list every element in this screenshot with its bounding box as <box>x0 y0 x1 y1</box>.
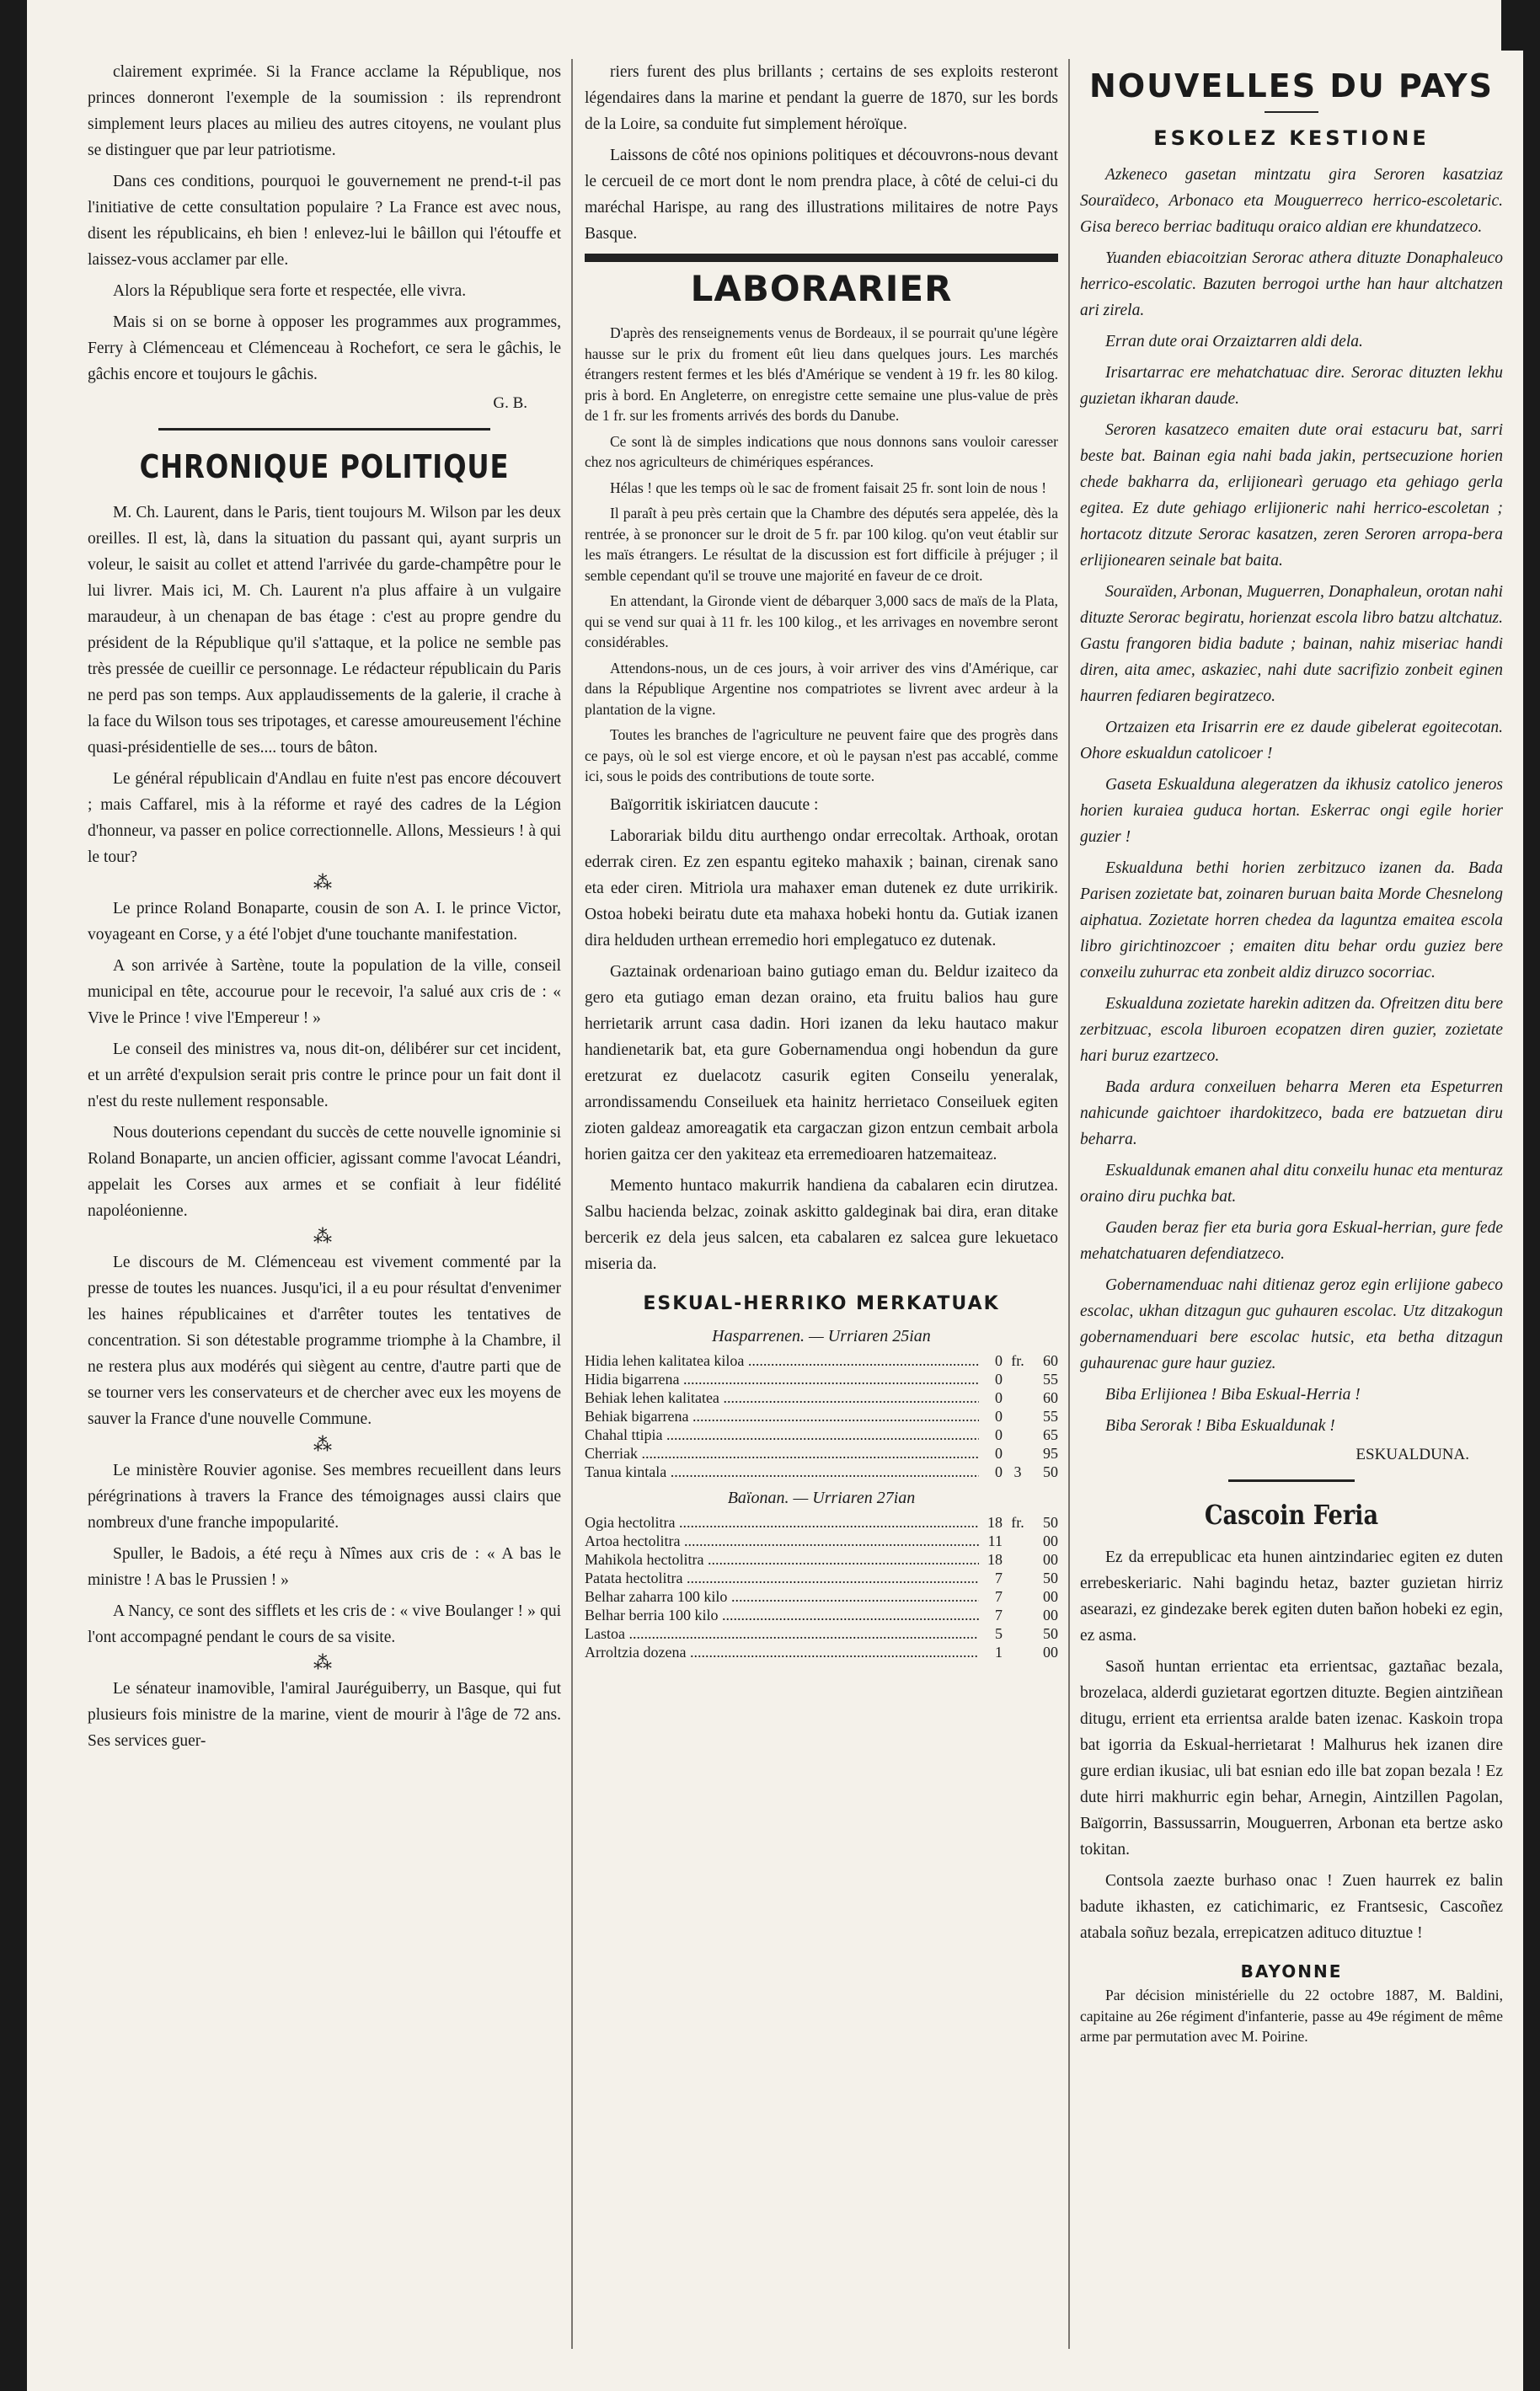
separator-stars: ⁂ <box>313 1226 335 1247</box>
hasparren-label: Hasparrenen. — Urriaren 25ian <box>712 1326 931 1345</box>
cascoin-body <box>1080 1544 1503 1946</box>
price-v2: 50 <box>1043 1513 1058 1531</box>
price-row <box>585 1550 1058 1569</box>
column-rule <box>1068 59 1070 2349</box>
paragraph: riers furent des plus brillants ; certains de ses exploits resteront légendaires dans la marine et pendant la guerre de 1870, sur les bords de la Loire, sa conduite fut simplement héroïque. <box>585 63 1058 133</box>
cascoin-title: Cascoin Feria <box>1204 1499 1379 1531</box>
eskolez-body <box>1080 162 1503 1439</box>
paragraph: Nous douterions cependant du succès de cette nouvelle ignominie si Roland Bonaparte, un ancien officier, agissant comme l'avocat Léandri, appelait les Corses aux armes et se confiait à leur fidélité napoléonienne. <box>88 1124 561 1220</box>
paragraph: M. Ch. Laurent, dans le Paris, tient toujours M. Wilson par les deux oreilles. Il est, là, dans la situation du passant qui, ayant surpris un voleur, le saisit au collet et attend l'arrivée du garde-champêtre pour le lui livrer. Mais ici, M. Ch. Laurent n'a plus affaire à un vulgaire maraudeur, à un chenapan de bas étage : c'est au propre gendre du président de la République qu'il s'attaque, et la police ne semble pas très pressée de cueillir ce personnage. Le rédacteur républicain du Paris ne perd pas son temps. Aux applaudissements de la galerie, il crache à la face du Wilson tous ses tripotages, et caresse amoureusement l'échine quasi-présidentielle de ses.... tours de bâton. <box>88 504 561 757</box>
baionan-price-list <box>585 1513 1058 1661</box>
price-v1: 7 <box>995 1587 1003 1605</box>
paragraph: Hélas ! que les temps où le sac de froment faisait 25 fr. sont loin de nous ! <box>610 479 1047 496</box>
paragraph: D'après des renseignements venus de Bordeaux, il se pourrait qu'une légère hausse sur le prix du froment eût lieu dans quelques jours. Les marchés étrangers restent fermes et les blés d'Amérique se vendent à 19 fr. les 80 kilog. pris à bord. En Angleterre, on enregistre cette semaine une plus-value de près de 1 fr. sur les froments arrivés des bords du Danube. <box>585 324 1058 424</box>
merkatuak-title: ESKUAL-HERRIKO MERKATUAK <box>643 1292 1000 1314</box>
column-right <box>1080 59 1503 2349</box>
price-item: Belhar zaharra 100 kilo ..... <box>585 1587 979 1606</box>
price-v2: 55 <box>1043 1370 1058 1388</box>
price-v1: 0 <box>995 1370 1003 1388</box>
paragraph: Sasoň huntan errientac eta errientsac, gaztañac bezala, brozelaca, alderdi guzietarat egortzen dituzte. Begien aintziñean ditugu, errient eta errientsa aralde baten izenac. Kaskoin tropa bat igorria da Eskual-herrietarat ! Malhurus hek izanen dire gure erdian ikusiac, uli bat esnian edo ille bat zopan bezala ! Ez dute hirri makhurric egin behar, Arnegin, Aintzillen Pagolan, Baïgorrin, Bassussarrin, Mouguerren, Arbonan eta bertze asko tokitan. <box>1080 1658 1503 1859</box>
paragraph: Gaztainak ordenarioan baino gutiago eman du. Beldur izaiteco da gero eta gutiago eman dezan oraino, eta fruitu balios hau gure herrietarik arrunt casa dadin. Hori izanen da leku hautaco makur handienetarik bat, eta gure Gobernamendua ongi hobendun da gure eretzurat ez duelacotz casurik egiten Conseilu yeneralak, arrondissamendu Conseiluek eta hainitz herrietaco Conseiluek egiten zioten galdeaz amoreagatik eta cargaczan gizon entzun cembait arbola horien gaitza cer den yakiteaz eta erremedioaren hatzemaiteaz. <box>585 962 1058 1163</box>
price-v2: 60 <box>1043 1351 1058 1369</box>
paragraph: Contsola zaezte burhaso onac ! Zuen haurrek ez balin badute ikhasten, ez catichimaric, ez Frantsesic, Cascoñez atabala soñuz bezala, errepicatzen adituco dituztue ! <box>1080 1872 1503 1942</box>
price-row <box>585 1388 1058 1407</box>
paragraph: Le ministère Rouvier agonise. Ses membres recueillent dans leurs pérégrinations à travers la France des témoignages aussi clairs que nombreux d'une franche impopularité. <box>88 1462 561 1532</box>
laborarier-title: LABORARIER <box>690 268 953 309</box>
paragraph: Le prince Roland Bonaparte, cousin de son A. I. le prince Victor, voyageant en Corse, y a été l'objet d'une touchante manifestation. <box>88 900 561 944</box>
price-v2: 00 <box>1043 1643 1058 1661</box>
paragraph: Eskualduna zozietate harekin aditzen da. Ofreitzen ditu bere zerbitzuac, escola liburoen ecopatzen diren guzier, zozietate hari buruz ezartzeco. <box>1080 995 1503 1065</box>
section-divider <box>1228 1479 1356 1482</box>
price-v1: 0 <box>995 1388 1003 1406</box>
price-row <box>585 1569 1058 1587</box>
paragraph: Gobernamenduac nahi ditienaz geroz egin erlijione gabeco escolac, ukhan ditzagun guc guhauren escolac. Utz ditzakogun gobernamenduari bere escolac hutsic, eta betha ditzagun guhaurenac gure haur guziez. <box>1080 1276 1503 1372</box>
chronique-title: CHRONIQUE POLITIQUE <box>139 448 510 485</box>
paragraph: Eskualduna bethi horien zerbitzuco izanen da. Bada Parisen zozietate bat, zoinaren buruan baita Morde Chesnelong aiphatua. Zozietate horren chedea da laguntza emaitea escola libro girichtinozcoer ; emaiten ditu behar ordu guziez bere conxeilu zuhurrac eta zonbeit aldiz diruzco socorriac. <box>1080 859 1503 982</box>
paragraph: Eskualdunak emanen ahal ditu conxeilu hunac eta menturaz oraino diru puchka bat. <box>1080 1162 1503 1206</box>
price-v1: 18 <box>987 1550 1003 1568</box>
price-v2: 00 <box>1043 1532 1058 1549</box>
price-v1: 18 <box>987 1513 1003 1531</box>
price-v1: 0 <box>995 1351 1003 1369</box>
column-left <box>88 59 561 2349</box>
price-v2: 65 <box>1043 1426 1058 1443</box>
paragraph: Attendons-nous, un de ces jours, à voir arriver des vins d'Amérique, car dans la République Argentine nos compatriotes se livrent avec ardeur à la plantation de la vigne. <box>585 659 1058 718</box>
laborarier-body <box>585 323 1058 787</box>
paragraph: clairement exprimée. Si la France acclame la République, nos princes donneront l'exemple de la soumission : ils reprendront simplement leurs places au milieu des autres citoyens, ne voulant plus se distinguer que par leur patriotisme. <box>88 63 561 159</box>
price-v1: 11 <box>987 1532 1003 1549</box>
price-row <box>585 1513 1058 1532</box>
price-v2: 50 <box>1043 1569 1058 1586</box>
paragraph: Baïgorritik iskiriatcen daucute : <box>610 795 819 814</box>
paragraph: Souraïden, Arbonan, Muguerren, Donaphaleun, orotan nahi dituzte Serorac begiratu, horienzat escola libro batzu altchatuz. Gastu frangoren bidia badute ; bainan, nahiz miseriac handi diren, aita amec, askaziec, nahi dute sacrifizio zonbeit eginen haurren fediaren begiratzeco. <box>1080 583 1503 705</box>
price-row <box>585 1407 1058 1426</box>
price-v2: 00 <box>1043 1606 1058 1623</box>
price-v1: 0 <box>995 1407 1003 1425</box>
price-unit: 3 <box>1013 1463 1022 1480</box>
paragraph: Il paraît à peu près certain que la Chambre des députés sera appelée, dès la rentrée, à se prononcer sur le droit de 5 fr. par 100 kilog. qu'on veut établir sur les maïs étrangers. Le résultat de la discussion est fort difficile à préjuger ; il semble cependant qu'il se trouve une majorité en faveur de ce droit. <box>585 505 1058 584</box>
price-unit: fr. <box>1011 1513 1024 1531</box>
paragraph: Le discours de M. Clémenceau est vivement commenté par la presse de toutes les nuances. Jusqu'ici, il a eu pour résultat d'envenimer les haines républicaines et d'arrêter toutes les tentatives de concentration. Si son détestable programme triomphe à la Chambre, il ne restera plus aux modérés qui siègent au centre, d'autre parti que de se tourner vers les conservateurs et de chercher avec eux les moyens de sauver la France d'une nouvelle Commune. <box>88 1254 561 1428</box>
separator-stars: ⁂ <box>313 1652 335 1673</box>
price-item: Behiak lehen kalitatea ..... <box>585 1388 979 1407</box>
price-row <box>585 1444 1058 1463</box>
price-row <box>585 1606 1058 1624</box>
paragraph: Biba Erlijionea ! Biba Eskual-Herria ! <box>1105 1386 1361 1404</box>
paragraph: Dans ces conditions, pourquoi le gouvernement ne prend-t-il pas l'initiative de cette consultation populaire ? La France est avec nous, disent les républicains, eh bien ! enlevez-lui le bâillon qui l'étouffe et laissez-vous acclamer par elle. <box>88 173 561 269</box>
paragraph: Erran dute orai Orzaiztarren aldi dela. <box>1105 333 1363 350</box>
price-item: Patata hectolitra ..... <box>585 1569 979 1587</box>
paragraph: Memento huntaco makurrik handiena da cabalaren ecin dirutzea. Salbu hacienda belzac, zoinak askitto galdeginak bai dira, eran ditake bercerik ez dela jeus salcen, eta cabalaren ez salcea gure lekuetaco miseria da. <box>585 1176 1058 1273</box>
price-v2: 55 <box>1043 1407 1058 1425</box>
bayonne-notice: Par décision ministérielle du 22 octobre 1887, M. Baldini, capitaine au 26e régiment d'infanterie, passe au 49e régiment de même arme par permutation avec M. Poirine. <box>1080 1987 1503 2045</box>
price-row <box>585 1351 1058 1370</box>
price-unit <box>1003 1370 1033 1388</box>
price-unit <box>1003 1444 1033 1463</box>
paragraph: Yuanden ebiacoitzian Serorac athera dituzte Donaphaleuco herrico-escolatic. Bazuten berrogoi urthe han haur altchatzen ari zirela. <box>1080 249 1503 319</box>
scan-edge <box>1501 0 1523 51</box>
paragraph: Irisartarrac ere mehatchatuac dire. Serorac dituzten lekhu guzietan ikharan daude. <box>1080 364 1503 408</box>
price-item: Mahikola hectolitra ..... <box>585 1550 979 1569</box>
paragraph: A Nancy, ce sont des sifflets et les cris de : « vive Boulanger ! » qui l'ont accompagné pendant le cours de sa visite. <box>88 1602 561 1646</box>
paragraph: Laissons de côté nos opinions politiques et découvrons-nous devant le cercueil de ce mort dont le nom prendra place, à côté de celui-ci du maréchal Harispe, au rang des illustrations militaires de notre Pays Basque. <box>585 147 1058 243</box>
price-row <box>585 1370 1058 1388</box>
price-item: Behiak bigarrena ..... <box>585 1407 979 1426</box>
article-continuation <box>585 59 1058 247</box>
price-v2: 00 <box>1043 1550 1058 1568</box>
chronique-body <box>88 500 561 1754</box>
price-unit <box>1003 1569 1033 1587</box>
paragraph: Bada ardura conxeiluen beharra Meren eta Espeturren nahicunde gaichtoer ihardokitzeco, bada ere batzuetan diru beharra. <box>1080 1078 1503 1148</box>
paragraph: Ez da errepublicac eta hunen aintzindariec egiten ez duten errebeskeriaric. Nahi bagindu hetaz, bazter guzietan hirriz asearazi, ez gindezake berek egiten duten baňon hobeki ez egin, ez asma. <box>1080 1549 1503 1645</box>
price-item: Cherriak ..... <box>585 1444 979 1463</box>
price-item: Ogia hectolitra ..... <box>585 1513 979 1532</box>
paragraph: En attendant, la Gironde vient de débarquer 3,000 sacs de maïs de la Plata, qui se vend sur quai à 11 fr. les 100 kilog., et les arrivages en novembre seront considérables. <box>585 592 1058 650</box>
price-item: Hidia bigarrena ..... <box>585 1370 979 1388</box>
price-row <box>585 1643 1058 1661</box>
price-unit <box>1003 1606 1033 1624</box>
section-divider <box>585 254 1058 262</box>
column-middle <box>585 59 1058 2349</box>
column-rule <box>571 59 573 2349</box>
price-item: Hidia lehen kalitatea kiloa ..... <box>585 1351 979 1370</box>
price-item: Belhar berria 100 kilo ..... <box>585 1606 979 1624</box>
price-unit <box>1003 1532 1033 1550</box>
nouvelles-title: NOUVELLES DU PAYS <box>1089 67 1494 104</box>
price-item: Lastoa ..... <box>585 1624 979 1643</box>
paragraph: Toutes les branches de l'agriculture ne peuvent faire que des progrès dans ce pays, où le sol est vierge encore, et où le paysan n'est pas accablé, comme ici, sous le poids des contributions de toute sorte. <box>585 726 1058 784</box>
price-v1: 0 <box>995 1463 1003 1480</box>
price-unit <box>1003 1643 1033 1661</box>
paragraph: Gaseta Eskualduna alegeratzen da ikhusiz catolico jeneros horien kuraiea guduca hortan. Eskerrac ongi egile horier guzier ! <box>1080 776 1503 846</box>
paragraph: Biba Serorak ! Biba Eskualdunak ! <box>1105 1417 1335 1435</box>
paragraph: Laborariak bildu ditu aurthengo ondar errecoltak. Arthoak, orotan ederrak ciren. Ez zen espantu egiteko mahaxik ; bainan, cirenak sano eta eder ciren. Mitriola ura mahaxer eman dutenek ez dute urrikirik. Ostoa hobeki beiratu dute eta mahaxa hobeki hontu da. Gutiak izanen dira helduden urthean erremedio hori emplegatuco ez dutenak. <box>585 826 1058 949</box>
price-unit <box>1003 1587 1033 1606</box>
price-v1: 5 <box>995 1624 1003 1642</box>
price-unit: fr. <box>1011 1351 1024 1369</box>
paragraph: Alors la République sera forte et respectée, elle vivra. <box>113 282 467 300</box>
title-underline <box>1265 111 1318 113</box>
paragraph: Gauden beraz fier eta buria gora Eskual-herrian, gure fede mehatchatuaren defendiatzeco. <box>1080 1219 1503 1263</box>
hasparren-price-list <box>585 1351 1058 1481</box>
newspaper-page <box>27 0 1523 2391</box>
paragraph: Seroren kasatzeco emaiten dute orai estacuru bat, sarri beste bat. Bainan egia nahi bada jakin, pertsecuzione horien chede bakharra da, erlijionearì geruago eta gehiago gerla egitea. Ez dute gehiago erlijioneric nahi herrico-escoletan ; hortacotz ditzute Serorac kasatzen, zeren Seroren arropa-bera erlijionearen seinale bat baita. <box>1080 421 1503 570</box>
price-unit <box>1003 1407 1033 1426</box>
paragraph: Le conseil des ministres va, nous dit-on, délibérer sur cet incident, et un arrêté d'expulsion serait pris contre le prince pour un fait dont il n'est du reste nullement responsable. <box>88 1040 561 1110</box>
price-unit <box>1003 1624 1033 1643</box>
paragraph: Mais si on se borne à opposer les programmes aux programmes, Ferry à Clémenceau et Clémenceau à Rochefort, ce sera le gâchis, le gâchis encore et toujours le gâchis. <box>88 313 561 383</box>
price-unit <box>1003 1550 1033 1569</box>
price-v2: 50 <box>1043 1463 1058 1480</box>
price-v1: 0 <box>995 1444 1003 1462</box>
paragraph: Le général républicain d'Andlau en fuite n'est pas encore découvert ; mais Caffarel, mis à la réforme et rayé des cadres de la Légion d'honneur, va passer en police correctionnelle. Allons, Messieurs ! à qui le tour? <box>88 770 561 866</box>
price-v1: 7 <box>995 1606 1003 1623</box>
price-v2: 50 <box>1043 1624 1058 1642</box>
price-v2: 95 <box>1043 1444 1058 1462</box>
price-row <box>585 1587 1058 1606</box>
price-v2: 00 <box>1043 1587 1058 1605</box>
price-item: Arroltzia dozena ..... <box>585 1643 979 1661</box>
paragraph: Azkeneco gasetan mintzatu gira Seroren kasatziaz Souraïdeco, Arbonaco eta Mouguerreco herrico-escoletaric. Gisa bereco berriac badituqu oraico aldian ere khundatzeco. <box>1080 166 1503 236</box>
paragraph: A son arrivée à Sartène, toute la population de la ville, conseil municipal en tête, accourue pour le recevoir, l'a salué aux cris de : « Vive le Prince ! vive l'Empereur ! » <box>88 957 561 1027</box>
price-unit <box>1003 1426 1033 1444</box>
price-row <box>585 1463 1058 1481</box>
separator-stars: ⁂ <box>313 1434 335 1455</box>
price-item: Tanua kintala ..... <box>585 1463 979 1481</box>
article-signature: G. B. <box>493 394 527 412</box>
price-row <box>585 1624 1058 1643</box>
price-item: Chahal ttipia ..... <box>585 1426 979 1444</box>
paragraph: Ortzaizen eta Irisarrin ere ez daude gibelerat egoitecotan. Ohore eskualdun catolicoer ! <box>1080 719 1503 762</box>
price-v1: 0 <box>995 1426 1003 1443</box>
eskolez-title: ESKOLEZ KESTIONE <box>1153 126 1430 150</box>
eskolez-signature: ESKUALDUNA. <box>1356 1446 1469 1463</box>
price-v2: 60 <box>1043 1388 1058 1406</box>
paragraph: Spuller, le Badois, a été reçu à Nîmes aux cris de : « A bas le ministre ! A bas le Prussien ! » <box>88 1545 561 1589</box>
basque-report <box>585 792 1058 1277</box>
price-v1: 1 <box>995 1643 1003 1661</box>
article-continuation <box>88 59 561 388</box>
separator-stars: ⁂ <box>313 872 335 893</box>
section-divider <box>158 428 489 431</box>
paragraph: Ce sont là de simples indications que nous donnons sans vouloir caresser chez nos agriculteurs de chimériques espérances. <box>585 432 1058 470</box>
price-row <box>585 1532 1058 1550</box>
price-row <box>585 1426 1058 1444</box>
price-unit <box>1003 1388 1033 1407</box>
paragraph: Le sénateur inamovible, l'amiral Jauréguiberry, un Basque, qui fut plusieurs fois ministre de la marine, vient de mourir à l'âge de 72 ans. Ses services guer- <box>88 1680 561 1750</box>
price-v1: 7 <box>995 1569 1003 1586</box>
baionan-label: Baïonan. — Urriaren 27ian <box>727 1488 916 1507</box>
price-item: Artoa hectolitra ..... <box>585 1532 979 1550</box>
bayonne-title: BAYONNE <box>1240 1961 1343 1982</box>
